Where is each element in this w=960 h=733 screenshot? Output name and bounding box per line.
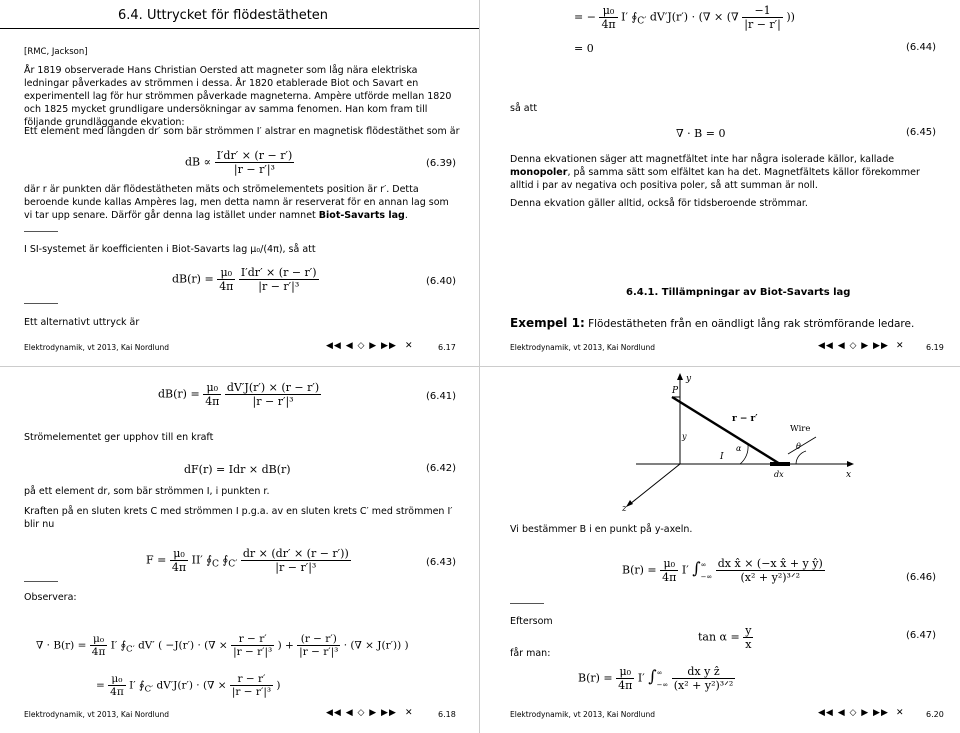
nav-buttons[interactable]: ◀◀ ◀ ◇ ▶ ▶▶ (326, 341, 397, 351)
equation-number: (6.42) (426, 463, 457, 474)
equation-number: (6.40) (426, 276, 457, 287)
close-icon[interactable]: ✕ (896, 341, 905, 351)
slide-6-20 (480, 367, 960, 733)
footer-text: Elektrodynamik, vt 2013, Kai Nordlund (24, 710, 170, 719)
wire-label: Wire (790, 424, 811, 434)
separator-dash (24, 581, 58, 582)
close-icon[interactable]: ✕ (896, 708, 905, 718)
y-axis-label: y (686, 374, 692, 384)
biot-savart-paragraph: där r är punkten där flödestätheten mäts och strömelementets position är r′. Detta beroende kunde kallas Ampères lag, men detta namn är reserverat för en annan lag som vi tar upp senare. Därför går denna lag istället under namnet Biot-Savarts lag. (24, 184, 449, 221)
equation-6-39: dB ∝ $\frac{I'dr' \times (r - r')}{\text{|r − r′|³}}$ (185, 149, 293, 176)
saatt-text: så att (510, 103, 538, 114)
closed-circuit-paragraph: Kraften på en sluten krets C med strömmen I p.g.a. av en sluten krets C′ med strömmen I′ blir nu (24, 506, 453, 530)
vector-label: r − r′ (732, 414, 758, 424)
separator-dash (24, 303, 58, 304)
title-rule (0, 28, 480, 29)
divergence-equation-line2: = $\frac{\text{μ₀}}{4\pi}$ I′ $∮_{C'}$ dV′J(r′) · (∇ × $\frac{r - r'}{\text{|r − r′|³}}$ ) (96, 673, 281, 698)
observe-label: Observera: (24, 592, 77, 603)
nav-buttons[interactable]: ◀◀ ◀ ◇ ▶ ▶▶ (818, 341, 889, 351)
element-paragraph: Ett element med längden dr′ som bär strömmen I′ alstrar en magnetisk flödestäthet som är (24, 126, 460, 137)
equation-6-42: dF(r) = Idr × dB(r) (184, 463, 291, 476)
equation-number: (6.43) (426, 557, 457, 568)
equation-6-43: F = $\frac{\text{μ₀}}{4\pi}$ II′ $∮_C$ $∮_{C'}$ $\frac{dr \times (dr' \times (r - r'))}{\text{|r − r′|³}}$ (146, 547, 349, 574)
si-paragraph: I SI-systemet är koefficienten i Biot-Savarts lag μ₀/(4π), så att (24, 244, 316, 255)
element-paragraph: på ett element dr, som bär strömmen I, i punkten r. (24, 486, 270, 497)
x-axis-label: x (846, 470, 852, 480)
reference: [RMC, Jackson] (24, 47, 88, 57)
equation-number: (6.46) (906, 572, 937, 583)
equation-6-41: dB(r) = $\frac{\text{μ₀}}{4\pi}$ $\frac{dV'J(r') \times (r - r')}{\text{|r − r′|³}}$ (158, 381, 320, 408)
equation-6-45: ∇ · B = 0 (676, 127, 726, 140)
z-axis-label: z (622, 504, 627, 514)
equation-6-44: = 0 (574, 42, 594, 55)
always-valid-paragraph: Denna ekvation gäller alltid, också för tidsberoende strömmar. (510, 198, 808, 209)
close-icon[interactable]: ✕ (405, 341, 414, 351)
page-title: 6.4. Uttrycket för flödestätheten (118, 8, 329, 23)
current-label: I (720, 452, 724, 462)
subsection-heading: 6.4.1. Tillämpningar av Biot-Savarts lag (626, 287, 851, 298)
page-number: 6.18 (438, 710, 456, 719)
slide-6-17 (0, 0, 480, 366)
equation-number: (6.44) (906, 42, 937, 53)
footer-text: Elektrodynamik, vt 2013, Kai Nordlund (510, 343, 656, 352)
close-icon[interactable]: ✕ (405, 708, 414, 718)
equation-6-47: tan α = $\frac{y}{x}$ (698, 624, 752, 651)
force-paragraph: Strömelementet ger upphov till en kraft (24, 432, 214, 443)
equation-6-46: B(r) = $\frac{\text{μ₀}}{4\pi}$ I′ ∫ ∞ −∞ $\frac{\text{dx x̂ × (−x x̂ + y ŷ)}}{\text{(x² + y²)³ᐟ²}}$ (622, 557, 823, 584)
theta-label: θ (796, 442, 801, 451)
footer-text: Elektrodynamik, vt 2013, Kai Nordlund (24, 343, 170, 352)
determine-paragraph: Vi bestämmer B i en punkt på y-axeln. (510, 524, 693, 535)
dx-label: dx (774, 470, 784, 479)
monopole-paragraph: Denna ekvationen säger att magnetfältet inte har några isolerade källor, kallade monopoler, på samma sätt som elfältet kan ha det. Magnetfältets källor förekommer alltid i par av negativa och positiva poler, så att summan är noll. (510, 154, 920, 191)
page-number: 6.19 (926, 343, 944, 352)
alpha-label: α (736, 444, 742, 453)
page-number: 6.20 (926, 710, 944, 719)
equation-6-40: dB(r) = $\frac{\text{μ₀}}{4\pi}$ $\frac{I'dr' \times (r - r')}{\text{|r − r′|³}}$ (172, 266, 317, 293)
nav-buttons[interactable]: ◀◀ ◀ ◇ ▶ ▶▶ (326, 708, 397, 718)
intro-paragraph: År 1819 observerade Hans Christian Oersted att magneter som låg nära elektriska ledningar påverkades av strömmen i dessa. År 1820 etablerade Biot och Savart en experimentell lag för hur strömmen påverkade magneterna. Ampère utförde mellan 1820 och 1825 mycket grundligare undersökningar av samma fenomen. Han kom fram till följande grundläggande ekvation: (24, 65, 452, 128)
equation-continued: = − $\frac{\text{μ₀}}{4\pi}$ I′ $∮_{C'}$ dV′J(r′) · (∇ × (∇ $\frac{-1}{|r - r'|}$ )) (574, 4, 795, 31)
farman-text: får man: (510, 648, 551, 659)
page-number: 6.17 (438, 343, 456, 352)
equation-number: (6.41) (426, 391, 457, 402)
equation-number: (6.45) (906, 127, 937, 138)
nav-buttons[interactable]: ◀◀ ◀ ◇ ▶ ▶▶ (818, 708, 889, 718)
alternative-paragraph: Ett alternativt uttryck är (24, 317, 140, 328)
separator-dash (24, 231, 58, 232)
equation-number: (6.39) (426, 158, 457, 169)
slide-6-18 (0, 367, 480, 733)
point-p-label: P (672, 386, 679, 396)
y-distance-label: y (682, 432, 687, 441)
equation-6-48: B(r) = $\frac{\text{μ₀}}{4\pi}$ I′ ∫ ∞ −∞ $\frac{\text{dx y ẑ}}{\text{(x² + y²)³ᐟ²}}$ (578, 665, 734, 692)
wire-figure (620, 369, 860, 514)
slide-6-19 (480, 0, 960, 366)
equation-number: (6.47) (906, 630, 937, 641)
footer-text: Elektrodynamik, vt 2013, Kai Nordlund (510, 710, 656, 719)
horizontal-divider (0, 366, 960, 367)
eftersom-text: Eftersom (510, 616, 553, 627)
example-heading: Exempel 1: Flödestätheten från en oändligt lång rak strömförande ledare. (510, 316, 915, 330)
divergence-equation-line1: ∇ · B(r) = $\frac{\text{μ₀}}{4\pi}$ I′ $∮_{C'}$ dV′ ( −J(r′) · (∇ × $\frac{r - r'}{\text{|r − r′|³}}$ ) + $\frac{(r - r')}{\text{|r − r′|³}}$ · (∇ × J(r′)) ) (36, 633, 409, 658)
separator-dash (510, 603, 544, 604)
